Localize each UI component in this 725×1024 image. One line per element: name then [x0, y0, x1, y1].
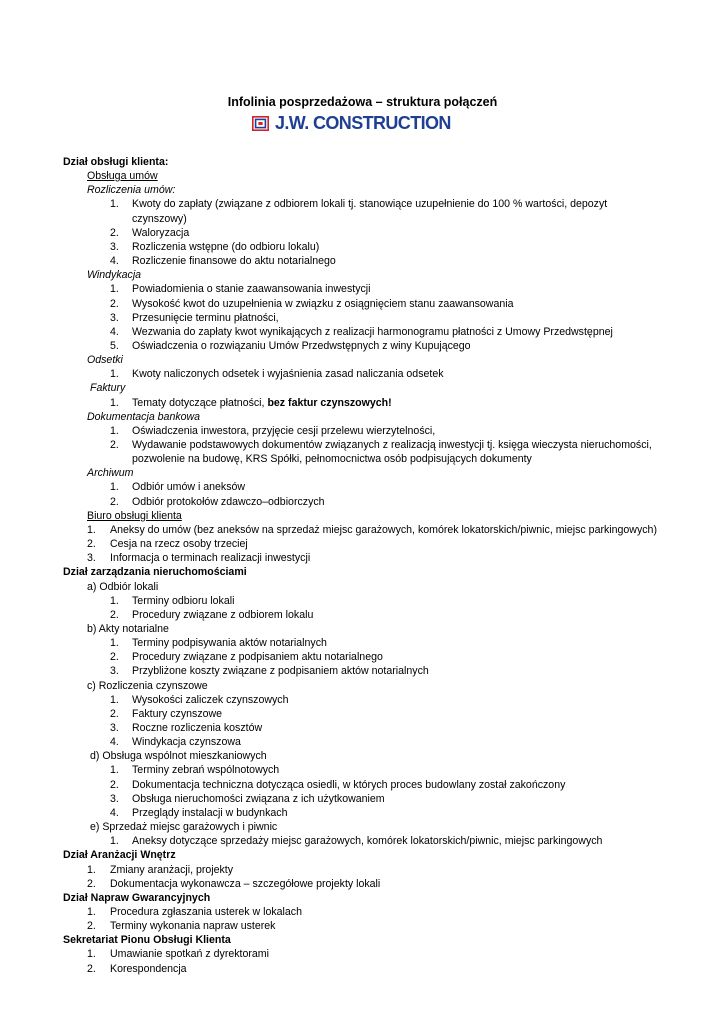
line-text: Tematy dotyczące płatności,	[132, 397, 268, 409]
list-number: 2.	[110, 227, 119, 239]
list-item	[132, 834, 602, 848]
line-text: Terminy zebrań wspólnotowych	[132, 764, 280, 776]
list-number: 1.	[87, 906, 96, 918]
list-item	[132, 721, 262, 735]
list-number: 1.	[110, 835, 119, 847]
list-item	[132, 693, 289, 707]
subsection-heading	[87, 169, 158, 183]
list-item	[132, 396, 392, 410]
list-number: 2.	[110, 298, 119, 310]
line-text: c) Rozliczenia czynszowe	[87, 680, 208, 692]
subsection-heading	[87, 183, 175, 197]
list-number: 1.	[110, 764, 119, 776]
subsection-heading	[132, 212, 187, 226]
section-heading	[63, 891, 210, 905]
subsection-heading	[132, 452, 532, 466]
list-number: 3.	[87, 552, 96, 564]
list-number: 1.	[110, 368, 119, 380]
list-item	[132, 297, 513, 311]
list-number: 1.	[110, 425, 119, 437]
list-item	[132, 763, 279, 777]
line-text: Oświadczenia o rozwiązaniu Umów Przedwstępnych z winy Kupującego	[132, 340, 471, 352]
line-text: Windykacja czynszowa	[132, 736, 241, 748]
list-item	[132, 636, 327, 650]
line-text: Oświadczenia inwestora, przyjęcie cesji przelewu wierzytelności,	[132, 425, 436, 437]
subsection-heading	[90, 749, 267, 763]
line-text: Aneksy do umów (bez aneksów na sprzedaż miejsc garażowych, komórek lokatorskich/piwnic, miejsc parkingowych)	[110, 524, 657, 536]
line-text: a) Odbiór lokali	[87, 581, 159, 593]
list-item	[110, 905, 302, 919]
line-text: Powiadomienia o stanie zaawansowania inwestycji	[132, 283, 371, 295]
line-text: Umawianie spotkań z dyrektorami	[110, 948, 269, 960]
line-text: Cesja na rzecz osoby trzeciej	[110, 538, 248, 550]
line-text: czynszowy)	[132, 213, 187, 225]
list-number: 1.	[110, 637, 119, 649]
list-item	[132, 806, 287, 820]
list-item	[132, 226, 189, 240]
subsection-heading	[87, 268, 141, 282]
line-text: Rozliczenie finansowe do aktu notarialnego	[132, 255, 336, 267]
list-item	[132, 339, 471, 353]
line-text: Dział Aranżacji Wnętrz	[63, 849, 176, 861]
list-item	[132, 240, 319, 254]
list-item	[132, 438, 652, 452]
list-item	[132, 311, 279, 325]
list-number: 1.	[110, 595, 119, 607]
list-item	[132, 197, 607, 211]
line-text: Korespondencja	[110, 963, 187, 975]
subsection-heading	[87, 679, 208, 693]
list-number: 4.	[110, 736, 119, 748]
line-text: Terminy wykonania napraw usterek	[110, 920, 276, 932]
line-text: Przesunięcie terminu płatności,	[132, 312, 279, 324]
list-number: 1.	[87, 864, 96, 876]
list-item	[110, 962, 187, 976]
document-title: Infolinia posprzedażowa – struktura połączeń	[227, 95, 498, 109]
subsection-heading	[87, 580, 158, 594]
line-text: Roczne rozliczenia kosztów	[132, 722, 263, 734]
line-text: Zmiany aranżacji, projekty	[110, 864, 234, 876]
line-text: Dział zarządzania nieruchomościami	[63, 566, 247, 578]
line-text: Procedura zgłaszania usterek w lokalach	[110, 906, 302, 918]
line-text: Dział Napraw Gwarancyjnych	[63, 892, 211, 904]
list-number: 1.	[110, 397, 119, 409]
list-number: 2.	[87, 878, 96, 890]
line-text: Przeglądy instalacji w budynkach	[132, 807, 288, 819]
list-number: 2.	[110, 779, 119, 791]
line-text: Obsługa umów	[87, 170, 158, 182]
list-item	[132, 424, 435, 438]
line-text: b) Akty notarialne	[87, 623, 169, 635]
list-item	[110, 947, 269, 961]
list-number: 1.	[110, 283, 119, 295]
line-text: Przybliżone koszty związane z podpisaniem aktów notarialnych	[132, 665, 429, 677]
list-item	[132, 650, 383, 664]
line-text: Procedury związane z podpisaniem aktu notarialnego	[132, 651, 383, 663]
line-text: Dokumentacja wykonawcza – szczegółowe projekty lokali	[110, 878, 381, 890]
subsection-heading	[87, 509, 182, 523]
section-heading	[63, 933, 231, 947]
list-number: 4.	[110, 255, 119, 267]
list-number: 2.	[110, 708, 119, 720]
list-number: 1.	[110, 481, 119, 493]
line-text: Dział obsługi klienta:	[63, 156, 169, 168]
list-number: 3.	[110, 793, 119, 805]
list-number: 2.	[110, 651, 119, 663]
logo-text: J.W. CONSTRUCTION	[275, 112, 451, 133]
emphasis-text: bez faktur czynszowych!	[267, 397, 392, 409]
list-number: 4.	[110, 326, 119, 338]
section-heading	[63, 155, 168, 169]
list-number: 2.	[110, 496, 119, 508]
list-item	[132, 608, 313, 622]
line-text: Waloryzacja	[132, 227, 190, 239]
line-text: Biuro obsługi klienta	[87, 510, 182, 522]
line-text: Informacja o terminach realizacji inwestycji	[110, 552, 311, 564]
line-text: Sekretariat Pionu Obsługi Klienta	[63, 934, 231, 946]
line-text: Kwoty naliczonych odsetek i wyjaśnienia zasad naliczania odsetek	[132, 368, 444, 380]
line-text: Faktury czynszowe	[132, 708, 223, 720]
line-text: Kwoty do zapłaty (związane z odbiorem lokali tj. stanowiące uzupełnienie do 100 % wartości, depozyt	[132, 198, 608, 210]
line-text: Wezwania do zapłaty kwot wynikających z realizacji harmonogramu płatności z Umowy Przedwstępnej	[132, 326, 613, 338]
list-item	[110, 551, 310, 565]
section-heading	[63, 848, 176, 862]
list-item	[132, 664, 429, 678]
line-text: Wysokości zaliczek czynszowych	[132, 694, 289, 706]
list-number: 4.	[110, 807, 119, 819]
line-text: Windykacja	[87, 269, 142, 281]
line-text: e) Sprzedaż miejsc garażowych i piwnic	[90, 821, 278, 833]
list-number: 1.	[87, 524, 96, 536]
list-number: 3.	[110, 241, 119, 253]
subsection-heading	[87, 353, 123, 367]
list-number: 2.	[87, 920, 96, 932]
line-text: Faktury	[90, 382, 126, 394]
list-number: 3.	[110, 722, 119, 734]
list-item	[132, 707, 222, 721]
list-item	[132, 325, 613, 339]
subsection-heading	[90, 820, 277, 834]
list-item	[110, 877, 380, 891]
line-text: Wysokość kwot do uzupełnienia w związku z osiągnięciem stanu zaawansowania	[132, 298, 514, 310]
line-text: Odbiór protokołów zdawczo–odbiorczych	[132, 496, 325, 508]
list-item	[132, 367, 444, 381]
line-text: Dokumentacja bankowa	[87, 411, 201, 423]
list-item	[132, 495, 325, 509]
list-item	[132, 254, 336, 268]
list-item	[132, 480, 245, 494]
subsection-heading	[90, 381, 125, 395]
list-item	[110, 537, 248, 551]
list-item	[132, 594, 234, 608]
line-text: Procedury związane z odbiorem lokalu	[132, 609, 314, 621]
list-item	[132, 778, 565, 792]
subsection-heading	[87, 622, 169, 636]
subsection-heading	[87, 410, 200, 424]
line-text: Rozliczenia wstępne (do odbioru lokalu)	[132, 241, 320, 253]
line-text: Aneksy dotyczące sprzedaży miejsc garażowych, komórek lokatorskich/piwnic, miejsc parkingowych	[132, 835, 603, 847]
logo-mark-icon	[252, 116, 269, 131]
line-text: d) Obsługa wspólnot mieszkaniowych	[90, 750, 267, 762]
list-item	[110, 863, 233, 877]
company-logo	[252, 113, 451, 133]
list-number: 2.	[87, 538, 96, 550]
line-text: Terminy podpisywania aktów notarialnych	[132, 637, 327, 649]
list-number: 3.	[110, 312, 119, 324]
subsection-heading	[87, 466, 134, 480]
list-number: 2.	[110, 439, 119, 451]
line-text: Dokumentacja techniczna dotycząca osiedli, w których proces budowlany został zakończony	[132, 779, 566, 791]
list-number: 1.	[87, 948, 96, 960]
list-number: 3.	[110, 665, 119, 677]
list-item	[110, 919, 275, 933]
line-text: Odsetki	[87, 354, 123, 366]
list-number: 2.	[110, 609, 119, 621]
line-text: pozwolenie na budowę, KRS Spółki, pełnomocnictwa osób podpisujących dokumenty	[132, 453, 532, 465]
list-item	[132, 735, 241, 749]
section-heading	[63, 565, 247, 579]
line-text: Obsługa nieruchomości związana z ich użytkowaniem	[132, 793, 385, 805]
line-text: Wydawanie podstawowych dokumentów związanych z realizacją inwestycji tj. księga wieczysta nieruchomości,	[132, 439, 652, 451]
line-text: Terminy odbioru lokali	[132, 595, 235, 607]
list-item	[132, 792, 385, 806]
line-text: Rozliczenia umów:	[87, 184, 176, 196]
line-text: Archiwum	[87, 467, 134, 479]
list-number: 5.	[110, 340, 119, 352]
line-text: Odbiór umów i aneksów	[132, 481, 246, 493]
list-number: 1.	[110, 694, 119, 706]
list-number: 1.	[110, 198, 119, 210]
list-item	[110, 523, 657, 537]
list-number: 2.	[87, 963, 96, 975]
list-item	[132, 282, 371, 296]
